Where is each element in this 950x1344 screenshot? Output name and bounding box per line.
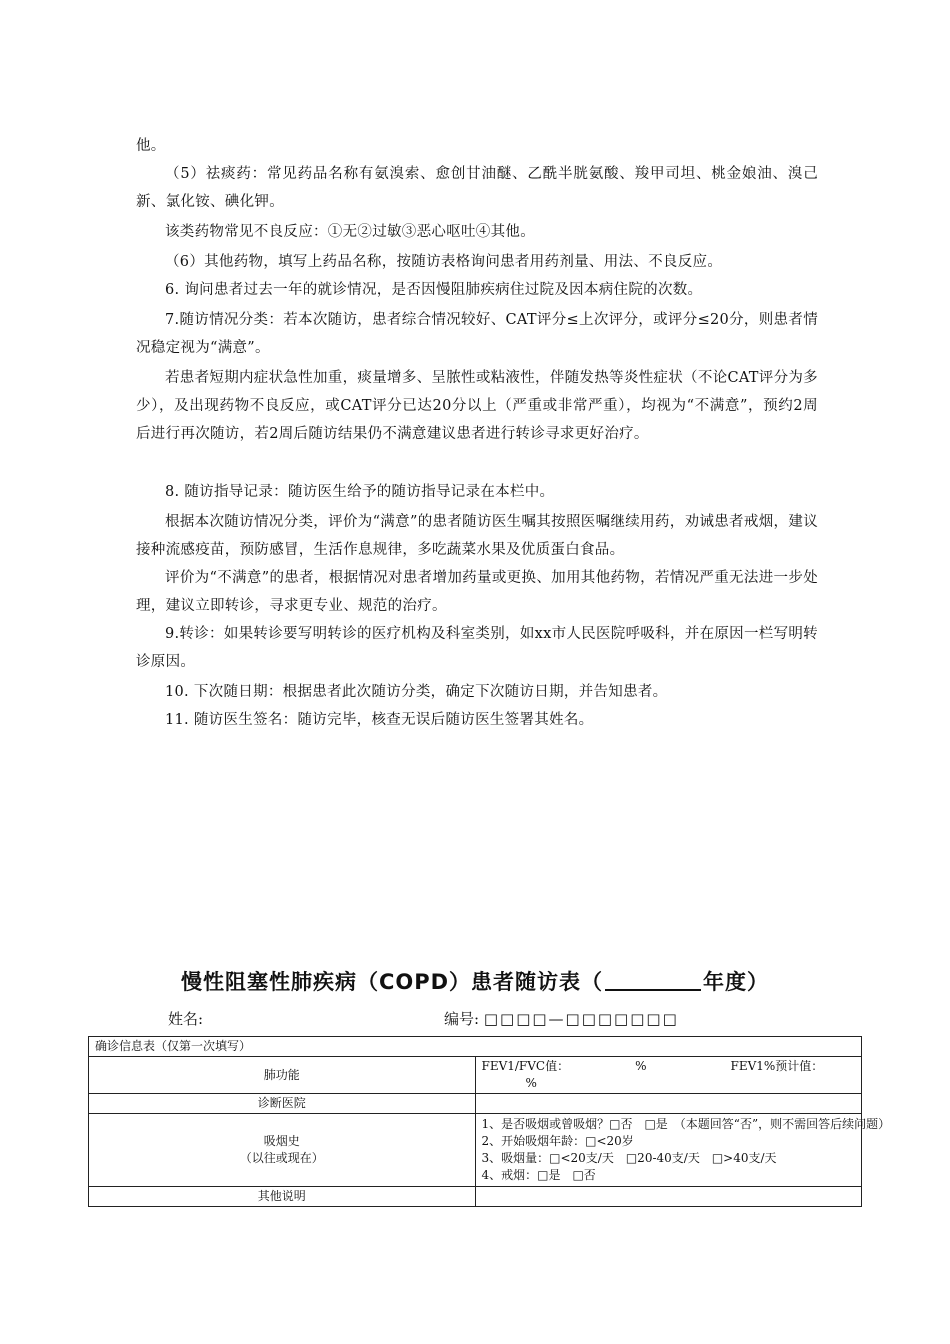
paragraph: 评价为“不满意”的患者，根据情况对患者增加药量或更换、加用其他药物，若情况严重无法进一步处理，建议立即转诊，寻求更专业、规范的治疗。 [136, 570, 818, 614]
paragraph: （5）祛痰药：常见药品名称有氨溴索、愈创甘油醚、乙酰半胱氨酸、羧甲司坦、桃金娘油、溴己新、氯化铵、碘化钾。 [136, 166, 818, 210]
name-field[interactable] [168, 1008, 203, 1029]
form-title-text: 慢性阻塞性肺疾病（COPD）患者随访表（ [180, 970, 604, 994]
other-label: 其他说明 [89, 1187, 476, 1207]
paragraph: 8. 随访指导记录：随访医生给予的随访指导记录在本栏中。 [165, 484, 555, 500]
paragraph: 6. 询问患者过去一年的就诊情况，是否因慢阻肺疾病住过院及因本病住院的次数。 [165, 282, 703, 298]
fev1pred-label: FEV1%预计值： [730, 1059, 824, 1073]
smoking-label: 吸烟史 [263, 1134, 300, 1148]
smoking-label-cell [89, 1114, 476, 1187]
smoking-value-cell[interactable] [475, 1114, 891, 1187]
paragraph: 该类药物常见不良反应：①无②过敏③恶心呕吐④其他。 [165, 224, 535, 240]
table-row [89, 1114, 862, 1187]
smoking-q4[interactable]: 4、戒烟：□是 □否 [481, 1168, 596, 1182]
paragraph: 7.随访情况分类：若本次随访，患者综合情况较好、CAT评分≤上次评分，或评分≤20分，则患者情况稳定视为“满意”。 [136, 312, 818, 356]
table-header-row [89, 1037, 862, 1057]
header-cell: 确诊信息表（仅第一次填写） [89, 1037, 862, 1057]
hospital-label: 诊断医院 [89, 1094, 476, 1114]
followup-table [88, 1036, 891, 1207]
id-boxes: □□□□—□□□□□□□ [483, 1010, 679, 1028]
smoking-sublabel: （以往或现在） [239, 1151, 324, 1165]
fev1pred-unit: % [525, 1076, 537, 1090]
fev1fvc-label: FEV1/FVC值： [481, 1059, 570, 1073]
paragraph: 若患者短期内症状急性加重，痰量增多、呈脓性或粘液性，伴随发热等炎性症状（不论CAT评分为多少），及出现药物不良反应，或CAT评分已达20分以上（严重或非常严重），均视为“不满意”，预约2周后进行再次随访，若2周后随访结果仍不满意建议患者进行转诊寻求更好治疗。 [136, 370, 818, 442]
form-title-suffix: 年度） [703, 970, 770, 994]
form-title [0, 966, 950, 996]
smoking-q3[interactable]: 3、吸烟量：□<20支/天 □20-40支/天 □>40支/天 [481, 1151, 777, 1165]
paragraph: 11. 随访医生签名：随访完毕，核查无误后随访医生签署其姓名。 [165, 712, 594, 728]
lung-label: 肺功能 [89, 1057, 476, 1094]
id-label: 编号: [444, 1010, 480, 1028]
paragraph: 他。 [136, 138, 166, 154]
table-row [89, 1187, 862, 1207]
paragraph: （6）其他药物，填写上药品名称，按随访表格询问患者用药剂量、用法、不良反应。 [165, 254, 723, 270]
paragraph: 根据本次随访情况分类，评价为“满意”的患者随访医生嘱其按照医嘱继续用药，劝诫患者戒烟，建议接种流感疫苗，预防感冒，生活作息规律，多吃蔬菜水果及优质蛋白食品。 [136, 514, 818, 558]
smoking-q2[interactable]: 2、开始吸烟年龄：□<20岁 [481, 1134, 634, 1148]
table-row [89, 1057, 862, 1094]
other-value-cell[interactable] [475, 1187, 862, 1207]
name-label: 姓名: [168, 1010, 204, 1028]
lung-value-cell[interactable] [475, 1057, 862, 1094]
year-blank[interactable] [605, 971, 701, 991]
paragraph: 10. 下次随日期：根据患者此次随访分类，确定下次随访日期，并告知患者。 [165, 684, 668, 700]
hospital-value-cell[interactable] [475, 1094, 862, 1114]
fev1fvc-unit: % [635, 1059, 647, 1073]
smoking-q1[interactable]: 1、是否吸烟或曾吸烟？□否 □是 （本题回答“否”，则不需回答后续问题） [481, 1117, 891, 1131]
paragraph: 9.转诊：如果转诊要写明转诊的医疗机构及科室类别，如xx市人民医院呼吸科，并在原因一栏写明转诊原因。 [136, 626, 818, 670]
table-row [89, 1094, 862, 1114]
id-field[interactable] [444, 1008, 679, 1029]
